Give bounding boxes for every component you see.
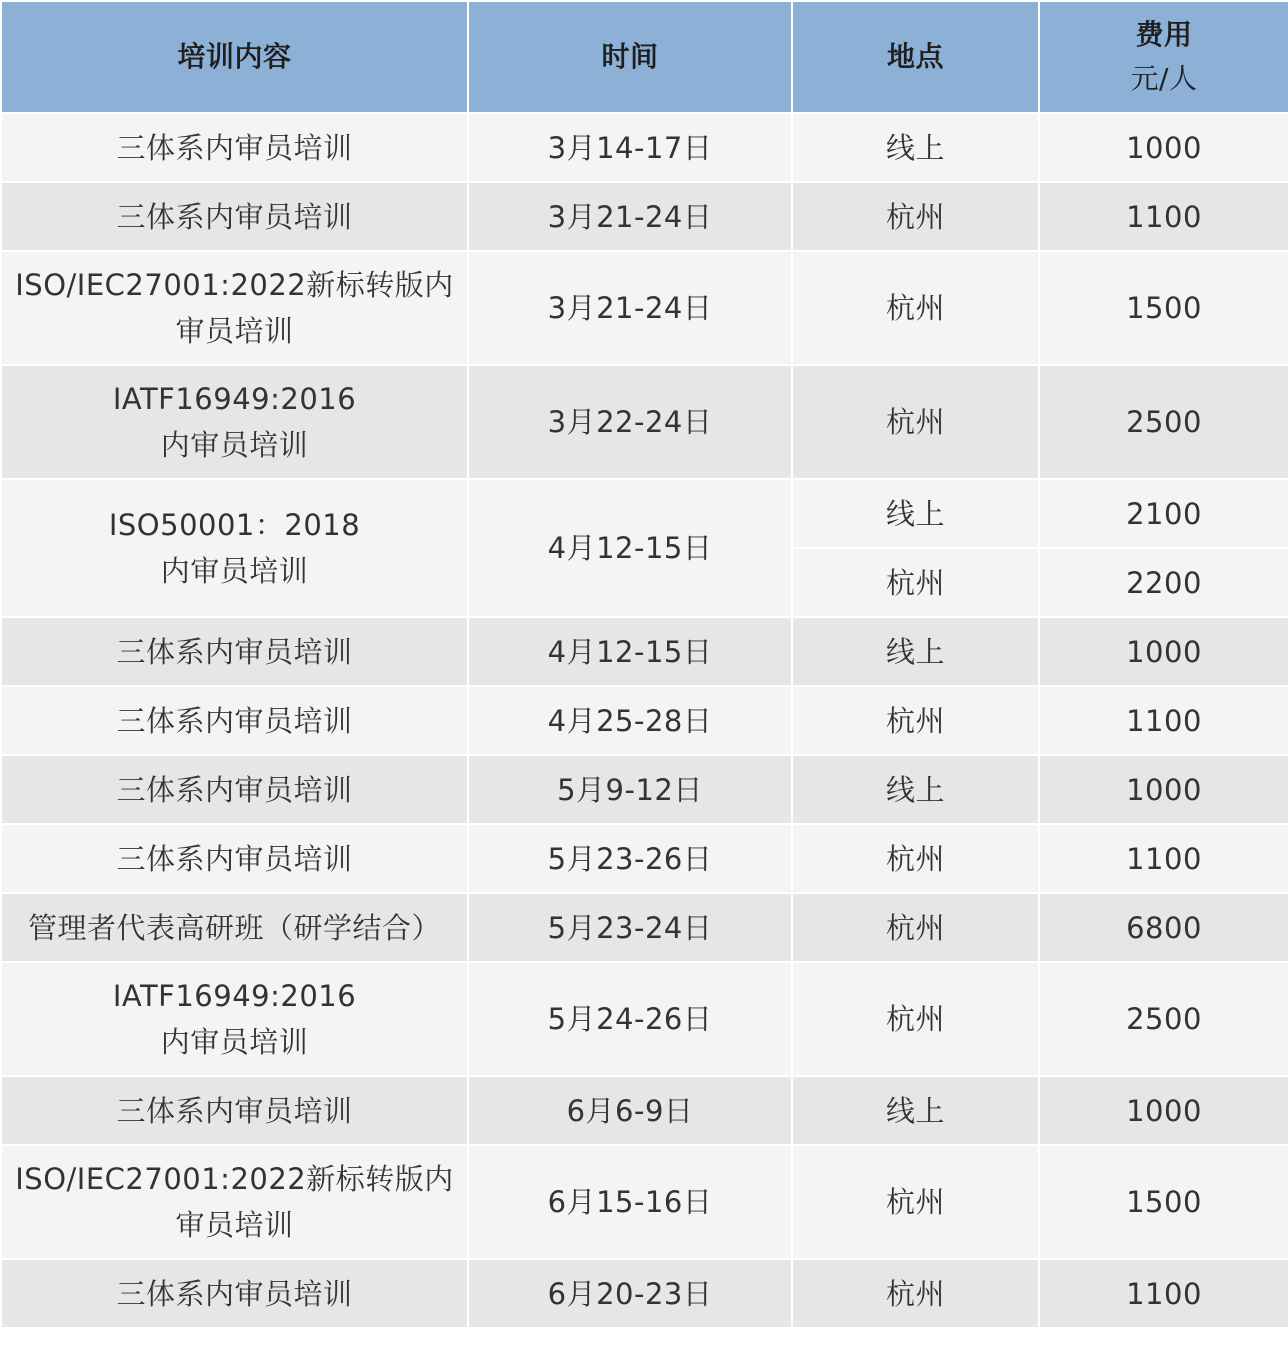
time-cell: 3月14-17日 [468,113,792,182]
course-cell [1,365,468,479]
fee-cell: 2500 [1039,365,1288,479]
location-cell: 杭州 [792,893,1039,962]
header-fee-unit: 元/人 [1130,62,1198,95]
location-cell: 杭州 [792,686,1039,755]
table-row [1,893,1288,962]
course-cell [1,251,468,365]
fee-cell: 6800 [1039,893,1288,962]
time-cell: 5月9-12日 [468,755,792,824]
course-name: 三体系内审员培训 [116,772,353,807]
time-cell: 6月6-9日 [468,1076,792,1145]
course-name: 三体系内审员培训 [116,130,353,165]
course-name-line-2: 内审员培训 [160,428,309,462]
table-row [1,182,1288,251]
location-cell: 杭州 [792,182,1039,251]
time-cell: 6月20-23日 [468,1259,792,1328]
table-row [1,617,1288,686]
header-time: 时间 [468,1,792,113]
location-cell: 线上 [792,113,1039,182]
time-cell: 4月12-15日 [468,479,792,617]
fee-cell: 1000 [1039,617,1288,686]
location-cell: 杭州 [792,251,1039,365]
fee-cell: 1100 [1039,182,1288,251]
table-row [1,479,1288,548]
course-name-line-1: ISO/IEC27001:2022新标转版内 [15,268,454,302]
table-row [1,113,1288,182]
course-name-line-2: 内审员培训 [160,554,309,588]
fee-cell: 1100 [1039,686,1288,755]
table-row [1,1259,1288,1328]
time-cell: 6月15-16日 [468,1145,792,1259]
course-cell [1,479,468,617]
location-cell: 线上 [792,479,1039,548]
fee-cell: 1000 [1039,1076,1288,1145]
course-name: 三体系内审员培训 [116,1276,353,1311]
table-row [1,1145,1288,1259]
fee-cell: 1000 [1039,755,1288,824]
time-cell: 4月12-15日 [468,617,792,686]
fee-cell: 1500 [1039,1145,1288,1259]
course-name-line-1: ISO50001：2018 [108,508,361,542]
course-name-line-1: IATF16949:2016 [112,382,357,416]
location-cell: 线上 [792,755,1039,824]
header-row [1,1,1288,113]
location-cell: 杭州 [792,1145,1039,1259]
table-row [1,365,1288,479]
fee-cell: 1100 [1039,824,1288,893]
course-cell [1,962,468,1076]
course-cell [1,893,468,962]
course-name-line-2: 审员培训 [175,314,294,348]
header-course: 培训内容 [1,1,468,113]
time-cell: 5月23-26日 [468,824,792,893]
location-cell: 线上 [792,1076,1039,1145]
time-cell: 5月24-26日 [468,962,792,1076]
course-name: 三体系内审员培训 [116,841,353,876]
course-cell [1,182,468,251]
fee-cell: 1100 [1039,1259,1288,1328]
table-row [1,755,1288,824]
course-name-line-1: ISO/IEC27001:2022新标转版内 [15,1162,454,1196]
course-name: 管理者代表高研班（研学结合） [27,910,441,945]
course-name: 三体系内审员培训 [116,634,353,669]
time-cell: 3月22-24日 [468,365,792,479]
course-name-line-1: IATF16949:2016 [112,979,357,1013]
header-location: 地点 [792,1,1039,113]
course-cell [1,824,468,893]
location-cell: 杭州 [792,962,1039,1076]
time-cell: 3月21-24日 [468,251,792,365]
table-row [1,824,1288,893]
fee-cell: 1000 [1039,113,1288,182]
fee-cell: 2500 [1039,962,1288,1076]
table-row [1,962,1288,1076]
course-name: 三体系内审员培训 [116,199,353,234]
table-row [1,251,1288,365]
time-cell: 3月21-24日 [468,182,792,251]
course-cell [1,755,468,824]
location-cell: 线上 [792,617,1039,686]
header-fee-label: 费用 [1135,18,1193,51]
table-row [1,1076,1288,1145]
fee-cell: 1500 [1039,251,1288,365]
course-name: 三体系内审员培训 [116,703,353,738]
location-cell: 杭州 [792,1259,1039,1328]
course-cell [1,113,468,182]
course-cell [1,1259,468,1328]
course-cell [1,617,468,686]
course-cell [1,1145,468,1259]
course-cell [1,686,468,755]
course-cell [1,1076,468,1145]
location-cell: 杭州 [792,365,1039,479]
course-name-line-2: 内审员培训 [160,1025,309,1059]
table-row [1,686,1288,755]
course-name-line-2: 审员培训 [175,1208,294,1242]
time-cell: 4月25-28日 [468,686,792,755]
course-name: 三体系内审员培训 [116,1093,353,1128]
location-cell: 杭州 [792,824,1039,893]
fee-cell: 2200 [1039,548,1288,617]
location-cell: 杭州 [792,548,1039,617]
time-cell: 5月23-24日 [468,893,792,962]
header-fee [1039,1,1288,113]
fee-cell: 2100 [1039,479,1288,548]
